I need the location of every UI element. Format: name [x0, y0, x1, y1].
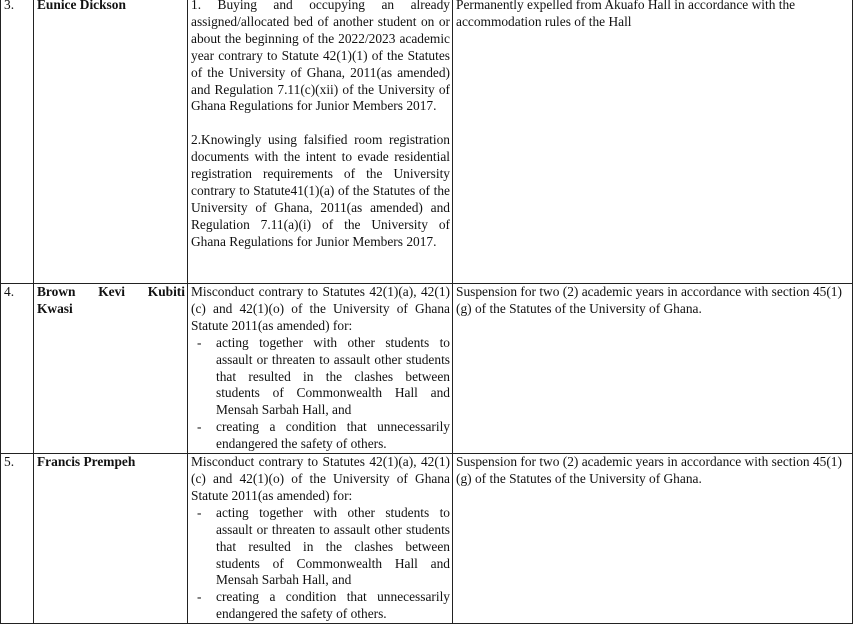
row-number: 5. [1, 454, 34, 624]
dash-bullet: - [197, 419, 202, 435]
student-name [34, 284, 188, 454]
student-name-line: Kwasi [37, 300, 73, 316]
list-item: - creating a condition that unnecessarily endangered the safety of others. [197, 419, 450, 452]
offence-paragraph: 2.Knowingly using falsified room registration documents with the intent to evade residential registration requirements of the University contrary to Statute41(1)(a) of the Statutes of the University of Ghana, 2011(as amended) and Regulation 7.11(a)(i) of the University of Ghana Regulations for Junior Members 2017. [191, 132, 450, 249]
offence-list [191, 335, 450, 453]
list-item: - acting together with other students to assault or threaten to assault other students that resulted in the clashes between students of Commonwealth Hall and Mensah Sarbah Hall, and [197, 504, 450, 588]
student-name [34, 0, 188, 284]
table-row [1, 0, 853, 284]
student-name [34, 454, 188, 624]
dash-bullet: - [197, 504, 202, 520]
student-name-line: Brown Kevi Kubiti [37, 284, 185, 299]
penalty-cell: Permanently expelled from Akuafo Hall in accordance with the accommodation rules of the Hall [453, 0, 853, 284]
penalty-cell: Suspension for two (2) academic years in accordance with section 45(1)(g) of the Statutes of the University of Ghana. [453, 284, 853, 454]
offence-intro: Misconduct contrary to Statutes 42(1)(a), 42(1)(c) and 42(1)(o) of the University of Ghana Statute 2011(as amended) for: [191, 454, 450, 503]
list-item: - acting together with other students to assault or threaten to assault other students that resulted in the clashes between students of Commonwealth Hall and Mensah Sarbah Hall, and [197, 334, 450, 418]
list-item: - creating a condition that unnecessarily endangered the safety of others. [197, 589, 450, 622]
penalty-cell: Suspension for two (2) academic years in accordance with section 45(1)(g) of the Statutes of the University of Ghana. [453, 454, 853, 624]
row-number: 3. [1, 0, 34, 284]
dash-bullet: - [197, 334, 202, 350]
table-row [1, 284, 853, 454]
student-name-line: Eunice Dickson [37, 0, 126, 12]
dash-bullet: - [197, 589, 202, 605]
offence-cell [188, 0, 453, 284]
table-row [1, 454, 853, 624]
offence-cell [188, 284, 453, 454]
row-number: 4. [1, 284, 34, 454]
offence-intro: Misconduct contrary to Statutes 42(1)(a), 42(1)(c) and 42(1)(o) of the University of Ghana Statute 2011(as amended) for: [191, 284, 450, 333]
offence-cell [188, 454, 453, 624]
offence-paragraph: 1. Buying and occupying an already assigned/allocated bed of another student on or about the beginning of the 2022/2023 academic year contrary to Statute 42(1)(1) of the Statutes of the University of Ghana, 2011(as amended) and Regulation 7.11(c)(xii) of the University of Ghana Regulations for Junior Members 2017. [191, 0, 450, 114]
student-name-line: Francis Prempeh [37, 454, 136, 470]
offence-list [191, 505, 450, 623]
